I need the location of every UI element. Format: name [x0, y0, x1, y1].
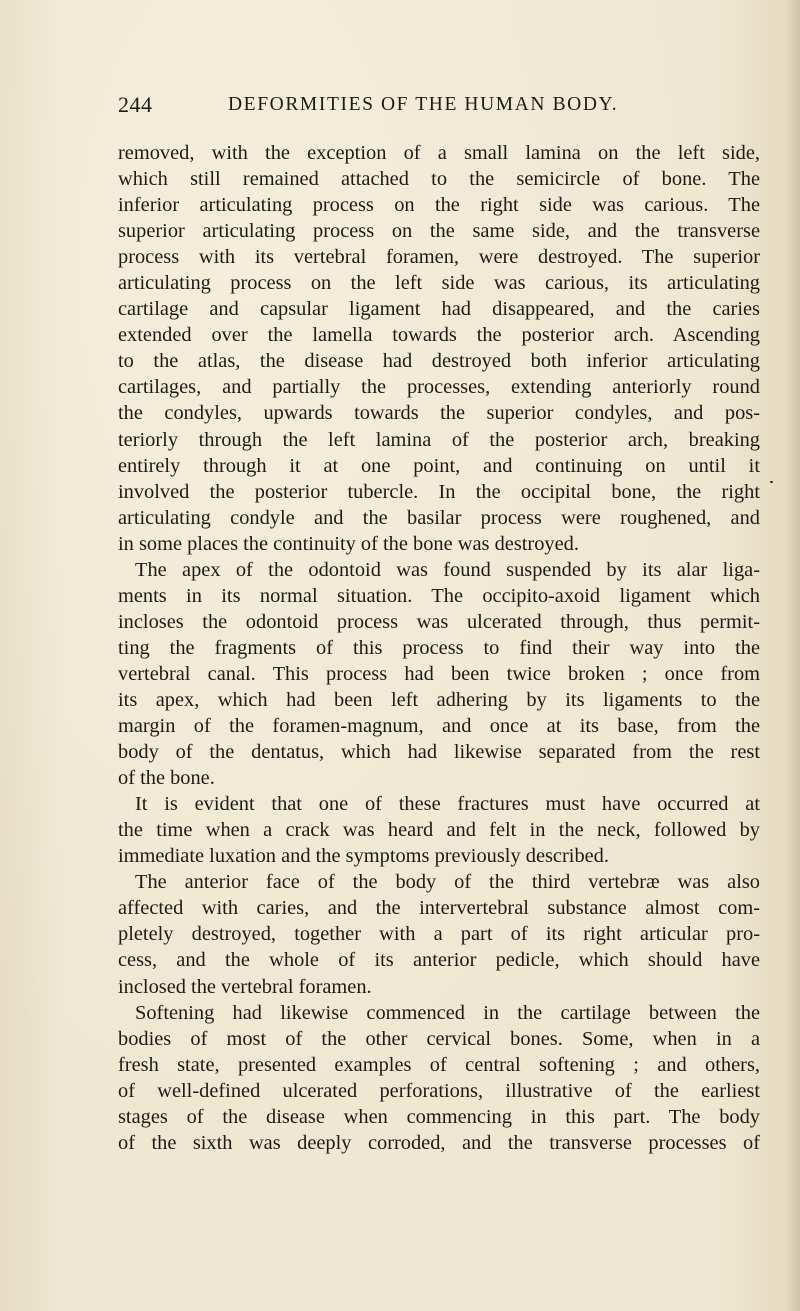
text-line: cartilage and capsular ligament had disappeared, and the caries — [118, 298, 760, 321]
text-line: affected with caries, and the intervertebral substance almost com- — [118, 897, 760, 920]
text-line: The apex of the odontoid was found suspended by its alar liga- — [135, 558, 760, 581]
text-line: body of the dentatus, which had likewise separated from the rest — [118, 741, 760, 764]
text-line: in some places the continuity of the bone was destroyed. — [118, 532, 579, 555]
text-line: which still remained attached to the semicircle of bone. The — [118, 168, 760, 191]
text-line: ments in its normal situation. The occipito-axoid ligament which — [118, 584, 760, 607]
print-speck — [770, 481, 773, 483]
text-line: involved the posterior tubercle. In the occipital bone, the right — [118, 480, 760, 503]
text-line: its apex, which had been left adhering by its ligaments to the — [118, 688, 760, 711]
text-line: ting the fragments of this process to find their way into the — [118, 636, 760, 659]
text-line: process with its vertebral foramen, were destroyed. The superior — [118, 246, 760, 269]
text-line: The anterior face of the body of the third vertebræ was also — [135, 871, 760, 894]
text-line: immediate luxation and the symptoms previously described. — [118, 845, 609, 868]
text-line: of the bone. — [118, 767, 215, 790]
text-line: stages of the disease when commencing in this part. The body — [118, 1105, 760, 1128]
text-line: margin of the foramen-magnum, and once at its base, from the — [118, 715, 760, 738]
text-line: the time when a crack was heard and felt in the neck, followed by — [118, 819, 760, 842]
text-line: cartilages, and partially the processes, extending anteriorly round — [118, 376, 760, 399]
text-line: superior articulating process on the same side, and the transverse — [118, 220, 760, 243]
text-line: removed, with the exception of a small lamina on the left side, — [118, 142, 760, 164]
text-line: Softening had likewise commenced in the cartilage between the — [135, 1001, 760, 1024]
text-line: inferior articulating process on the right side was carious. The — [118, 194, 760, 217]
text-line: bodies of most of the other cervical bones. Some, when in a — [118, 1027, 760, 1050]
page-number: 244 — [118, 92, 153, 117]
page-edge-shadow — [786, 0, 800, 1311]
running-title: DEFORMITIES OF THE HUMAN BODY. — [228, 94, 619, 115]
text-line: incloses the odontoid process was ulcerated through, thus permit- — [118, 610, 760, 633]
body-text — [118, 140, 760, 1156]
text-line: to the atlas, the disease had destroyed both inferior articulating — [118, 350, 760, 373]
text-line: of the sixth was deeply corroded, and the transverse processes of — [118, 1131, 760, 1154]
text-line: inclosed the vertebral foramen. — [118, 975, 372, 998]
text-line: articulating process on the left side was carious, its articulating — [118, 272, 760, 295]
text-line: extended over the lamella towards the posterior arch. Ascending — [118, 324, 760, 347]
text-line: of well-defined ulcerated perforations, illustrative of the earliest — [118, 1079, 760, 1102]
text-line: pletely destroyed, together with a part of its right articular pro- — [118, 923, 760, 946]
text-line: cess, and the whole of its anterior pedicle, which should have — [118, 949, 760, 972]
text-line: teriorly through the left lamina of the posterior arch, breaking — [118, 428, 760, 451]
text-line: It is evident that one of these fractures must have occurred at — [135, 793, 760, 816]
text-line: the condyles, upwards towards the superior condyles, and pos- — [118, 402, 760, 425]
text-line: entirely through it at one point, and continuing on until it — [118, 454, 760, 477]
text-line: articulating condyle and the basilar process were roughened, and — [118, 506, 760, 529]
running-head — [118, 92, 738, 120]
text-line: vertebral canal. This process had been twice broken ; once from — [118, 662, 760, 685]
text-line: fresh state, presented examples of central softening ; and others, — [118, 1053, 760, 1076]
